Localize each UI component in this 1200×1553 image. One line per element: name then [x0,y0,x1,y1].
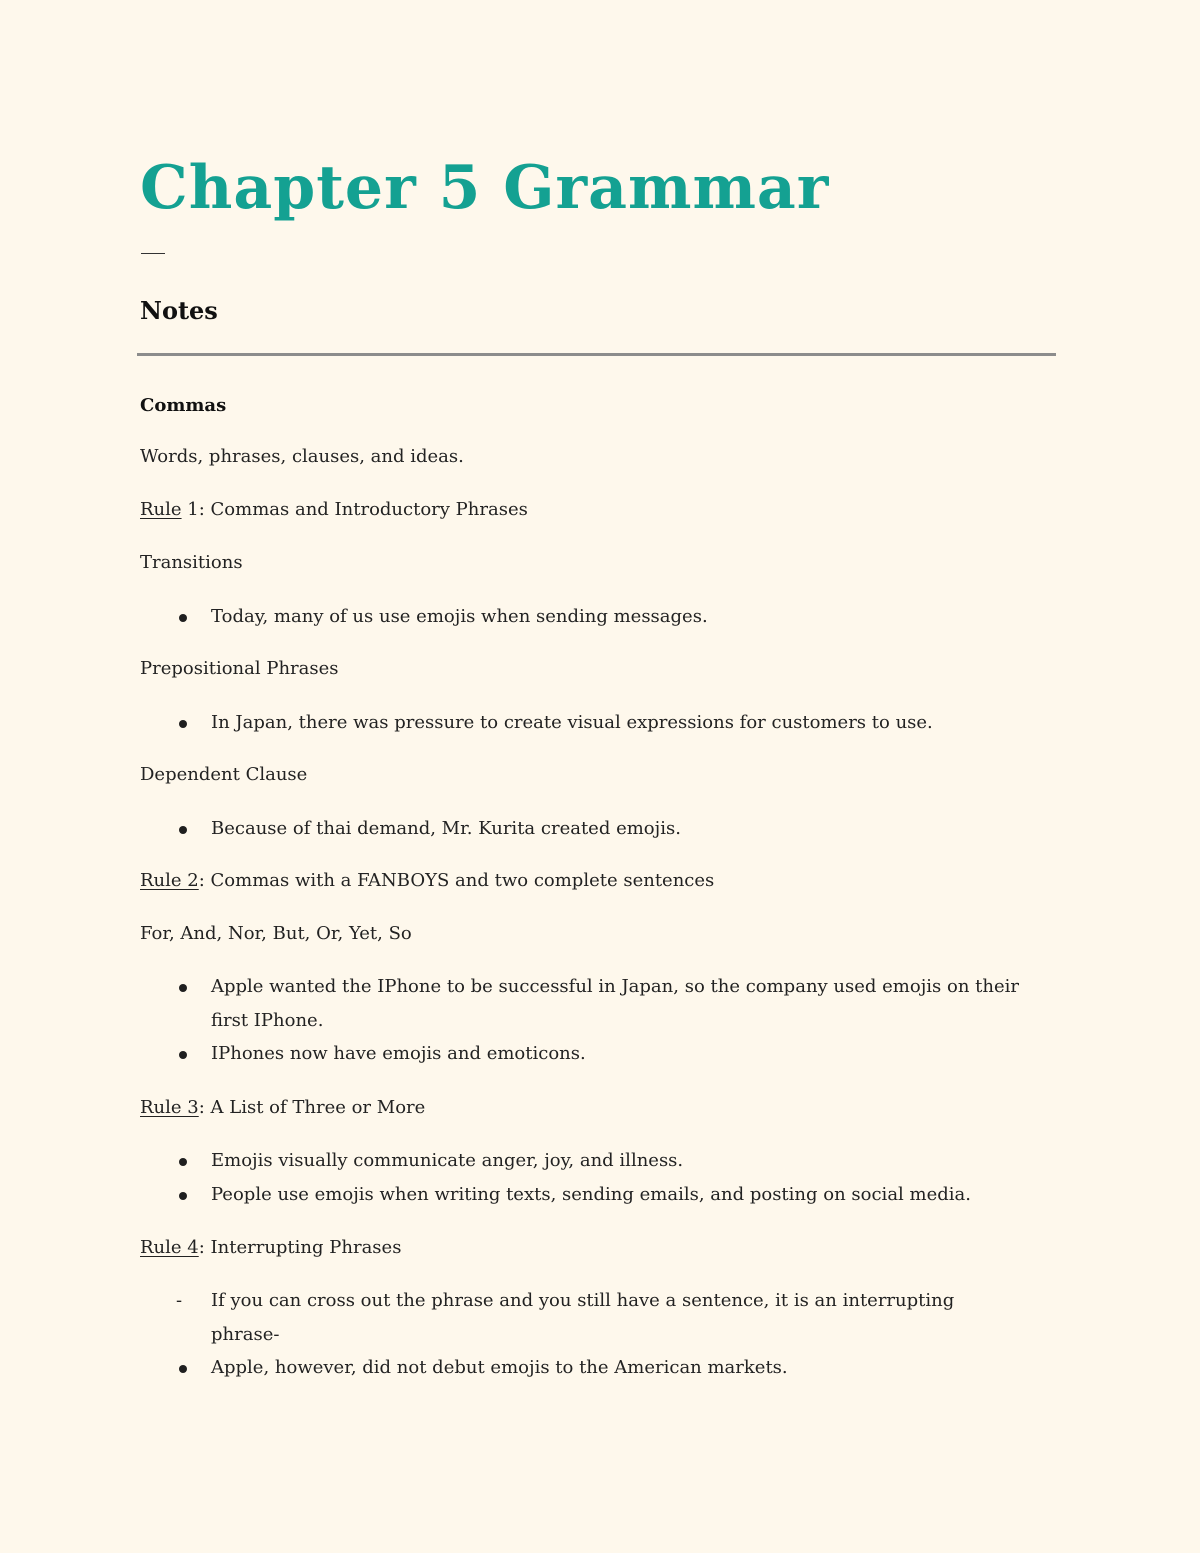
list-item: Today, many of us use emojis when sending messages. [211,606,708,627]
bullet-icon [179,984,187,992]
bullet-icon [179,1365,187,1373]
page-title: Chapter 5 Grammar [140,153,830,223]
bullet-icon [179,1158,187,1166]
list-item: People use emojis when writing texts, sending emails, and posting on social media. [211,1184,971,1205]
intro-text: Words, phrases, clauses, and ideas. [140,446,464,467]
bullet-icon [179,614,187,622]
horizontal-rule [137,353,1056,356]
list-item: In Japan, there was pressure to create visual expressions for customers to use. [211,712,933,733]
list-item: If you can cross out the phrase and you still have a sentence, it is an interrupting phrase- [211,1290,955,1345]
title-divider-dash [141,253,165,254]
rule-3-label: Rule 3 [140,1097,199,1118]
bullet-icon [179,826,187,834]
rule-3-text: : A List of Three or More [198,1097,426,1118]
section-heading-commas: Commas [140,395,227,416]
fanboys-text: For, And, Nor, But, Or, Yet, So [140,923,412,944]
rule-4-label: Rule 4 [140,1237,199,1258]
rule-2-text: : Commas with a FANBOYS and two complete sentences [198,870,715,891]
rule-1-text: 1: Commas and Introductory Phrases [181,499,528,520]
list-item: Emojis visually communicate anger, joy, and illness. [211,1150,684,1171]
list-item: IPhones now have emojis and emoticons. [211,1043,586,1064]
rule-4-text: : Interrupting Phrases [198,1237,402,1258]
list-item: Apple wanted the IPhone to be successful in Japan, so the company used emojis on their first IPhone. [211,976,1019,1031]
rule-1-label: Rule [140,499,182,520]
rule-3 [140,1095,425,1121]
list-item: Apple, however, did not debut emojis to the American markets. [211,1357,788,1378]
rule-2-label: Rule 2 [140,870,199,891]
bullet-icon [179,720,187,728]
list-item: Because of thai demand, Mr. Kurita created emojis. [211,818,681,839]
dash-marker: - [176,1290,183,1311]
transitions-label: Transitions [140,552,243,573]
prepositional-label: Prepositional Phrases [140,658,339,679]
rule-2 [140,868,714,894]
bullet-icon [179,1051,187,1059]
rule-4 [140,1235,401,1261]
rule-1 [140,497,528,523]
notes-heading: Notes [140,296,218,325]
bullet-icon [179,1192,187,1200]
dependent-label: Dependent Clause [140,764,308,785]
